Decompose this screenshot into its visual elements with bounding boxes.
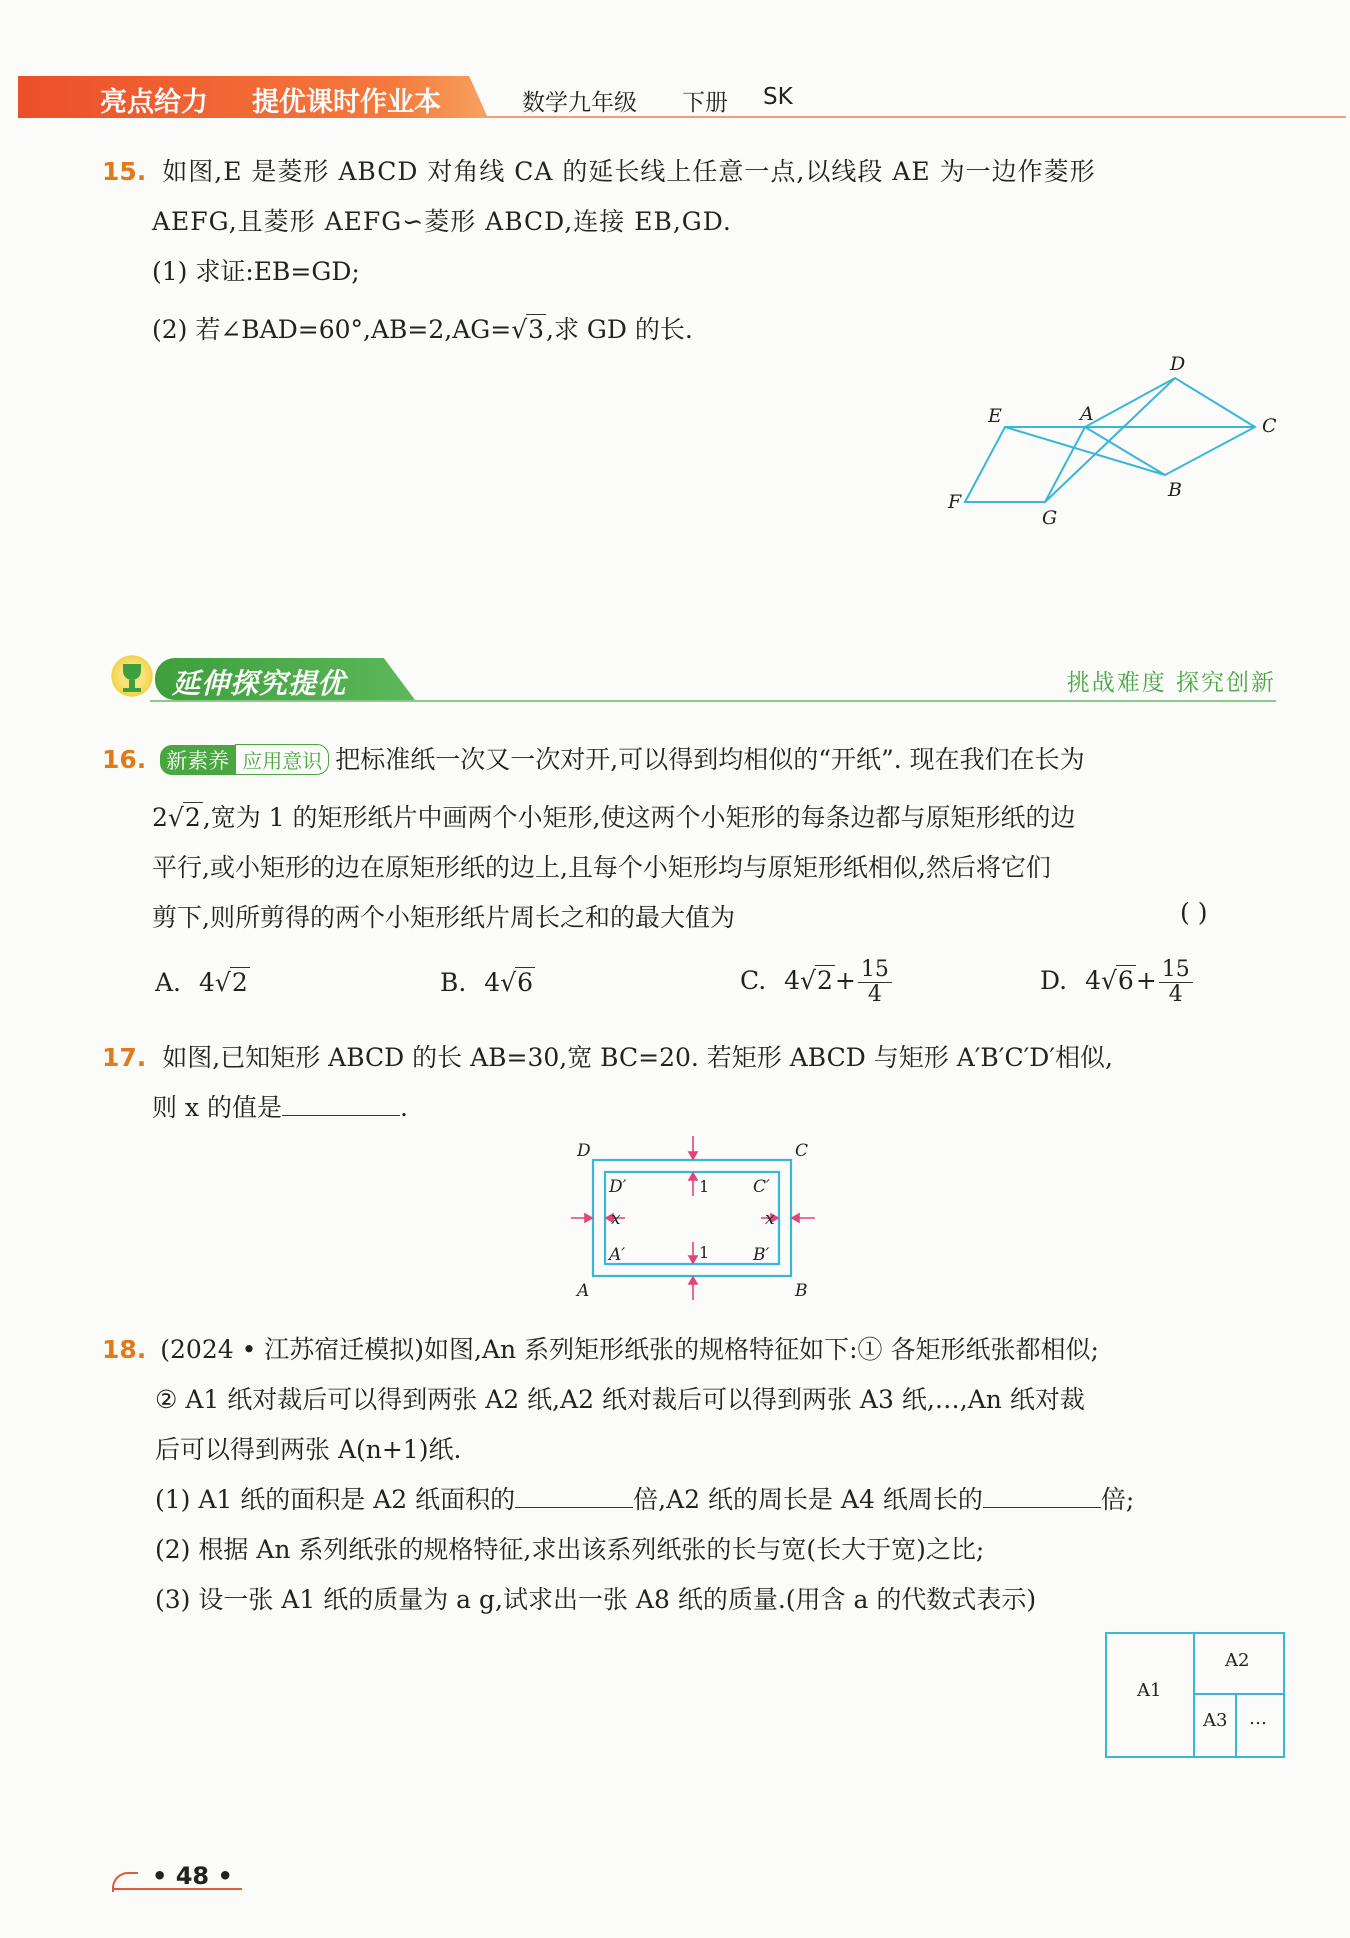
header-brand: 亮点给力	[100, 87, 208, 118]
q16-option-d: D. 4√6+ $\frac{15}{4}$	[1040, 946, 1193, 1016]
rhombus-aefg	[965, 427, 1085, 502]
label-c: C	[1262, 415, 1277, 437]
header-edition: SK	[763, 84, 793, 110]
label-c: C	[795, 1141, 809, 1161]
header-series: 提优课时作业本	[252, 87, 441, 118]
label-g: G	[1042, 507, 1058, 529]
label-a3: A3	[1203, 1710, 1228, 1731]
label-f: F	[948, 491, 962, 513]
label-x-left: x	[611, 1209, 621, 1229]
label-dots: …	[1249, 1708, 1267, 1729]
q15-line1: 如图,E 是菱形 ABCD 对角线 CA 的延长线上任意一点,以线段 AE 为一边作菱形	[162, 157, 1096, 186]
badge-application: 应用意识	[235, 744, 329, 775]
q17	[102, 1038, 1113, 1074]
q16-option-a: A. 4√2	[155, 968, 248, 997]
q15-number: 15.	[102, 157, 147, 186]
label-aprime: A′	[609, 1245, 626, 1265]
q18-line2: ② A1 纸对裁后可以得到两张 A2 纸,A2 纸对裁后可以得到两张 A3 纸,…,An 纸对裁	[155, 1385, 1085, 1414]
label-a2: A2	[1225, 1650, 1250, 1671]
q16-line1: 把标准纸一次又一次对开,可以得到均相似的“开纸”. 现在我们在长为	[335, 745, 1085, 774]
q16-answer-paren: ( )	[1180, 898, 1208, 927]
label-one-top: 1	[699, 1177, 710, 1196]
q17-answer-blank[interactable]	[282, 1114, 400, 1116]
q17-number: 17.	[102, 1043, 147, 1072]
q16-line2: 2√2,宽为 1 的矩形纸片中画两个小矩形,使这两个小矩形的每条边都与原矩形纸的边	[152, 803, 1076, 832]
q18-blank-2[interactable]	[983, 1506, 1101, 1508]
q15-line2: AEFG,且菱形 AEFG∽菱形 ABCD,连接 EB,GD.	[152, 207, 732, 236]
label-d: D	[577, 1141, 591, 1161]
badge-new-literacy: 新素养	[160, 745, 235, 775]
nested-rectangles-figure	[565, 1128, 825, 1300]
section-title: 延伸探究提优	[172, 667, 347, 700]
q16-line3: 平行,或小矩形的边在原矩形纸的边上,且每个小矩形均与原矩形纸相似,然后将它们	[152, 853, 1051, 882]
q16-number: 16.	[102, 745, 147, 774]
q18-line3: 后可以得到两张 A(n+1)纸.	[155, 1435, 462, 1464]
q15-part1: (1) 求证:EB=GD;	[152, 257, 360, 286]
label-b: B	[795, 1281, 808, 1300]
paper-series-figure	[1105, 1632, 1285, 1758]
label-bprime: B′	[753, 1245, 770, 1265]
label-dprime: D′	[609, 1177, 627, 1197]
q17-line1: 如图,已知矩形 ABCD 的长 AB=30,宽 BC=20. 若矩形 ABCD 与矩形 A′B′C′D′相似,	[162, 1043, 1113, 1072]
label-d: D	[1170, 353, 1186, 375]
q18	[102, 1330, 1099, 1366]
label-cprime: C′	[753, 1177, 770, 1197]
q18-number: 18.	[102, 1335, 147, 1364]
section-slogan: 挑战难度 探究创新	[1066, 670, 1276, 696]
q16-line4: 剪下,则所剪得的两个小矩形纸片周长之和的最大值为	[152, 903, 735, 932]
q15	[102, 152, 1096, 188]
q15-part2: (2) 若∠BAD=60°,AB=2,AG=√3,求 GD 的长.	[152, 315, 693, 344]
footer-curl	[112, 1872, 138, 1892]
rhombus-figure	[930, 350, 1290, 530]
label-a1: A1	[1137, 1680, 1162, 1701]
label-x-right: x	[765, 1209, 775, 1229]
page-number: • 48 •	[152, 1862, 233, 1890]
label-a: A	[1080, 403, 1094, 425]
q16-option-c: C. 4√2+ $\frac{15}{4}$	[740, 946, 892, 1016]
q18-part3: (3) 设一张 A1 纸的质量为 a g,试求出一张 A8 纸的质量.(用含 a 的代数式表示)	[155, 1585, 1037, 1614]
label-b: B	[1168, 479, 1182, 501]
q16-option-b: B. 4√6	[440, 968, 534, 997]
label-one-bottom: 1	[699, 1243, 710, 1262]
q18-line1: (2024 • 江苏宿迁模拟)如图,An 系列矩形纸张的规格特征如下:① 各矩形纸张都相似;	[160, 1335, 1099, 1364]
q18-part2: (2) 根据 An 系列纸张的规格特征,求出该系列纸张的长与宽(长大于宽)之比;	[155, 1535, 985, 1564]
line-gd	[1045, 378, 1175, 502]
q18-part1: (1) A1 纸的面积是 A2 纸面积的 倍,A2 纸的周长是 A4 纸周长的 倍;	[155, 1485, 1135, 1514]
section-banner	[100, 650, 1276, 702]
trophy-icon	[108, 652, 156, 700]
q17-line2: 则 x 的值是 .	[152, 1093, 408, 1122]
header-subject: 数学九年级	[522, 90, 637, 116]
header-volume: 下册	[682, 90, 728, 116]
label-a: A	[577, 1281, 590, 1300]
line-eb	[1005, 427, 1165, 475]
q18-blank-1[interactable]	[515, 1506, 633, 1508]
q16	[102, 740, 1085, 776]
label-e: E	[988, 405, 1002, 427]
